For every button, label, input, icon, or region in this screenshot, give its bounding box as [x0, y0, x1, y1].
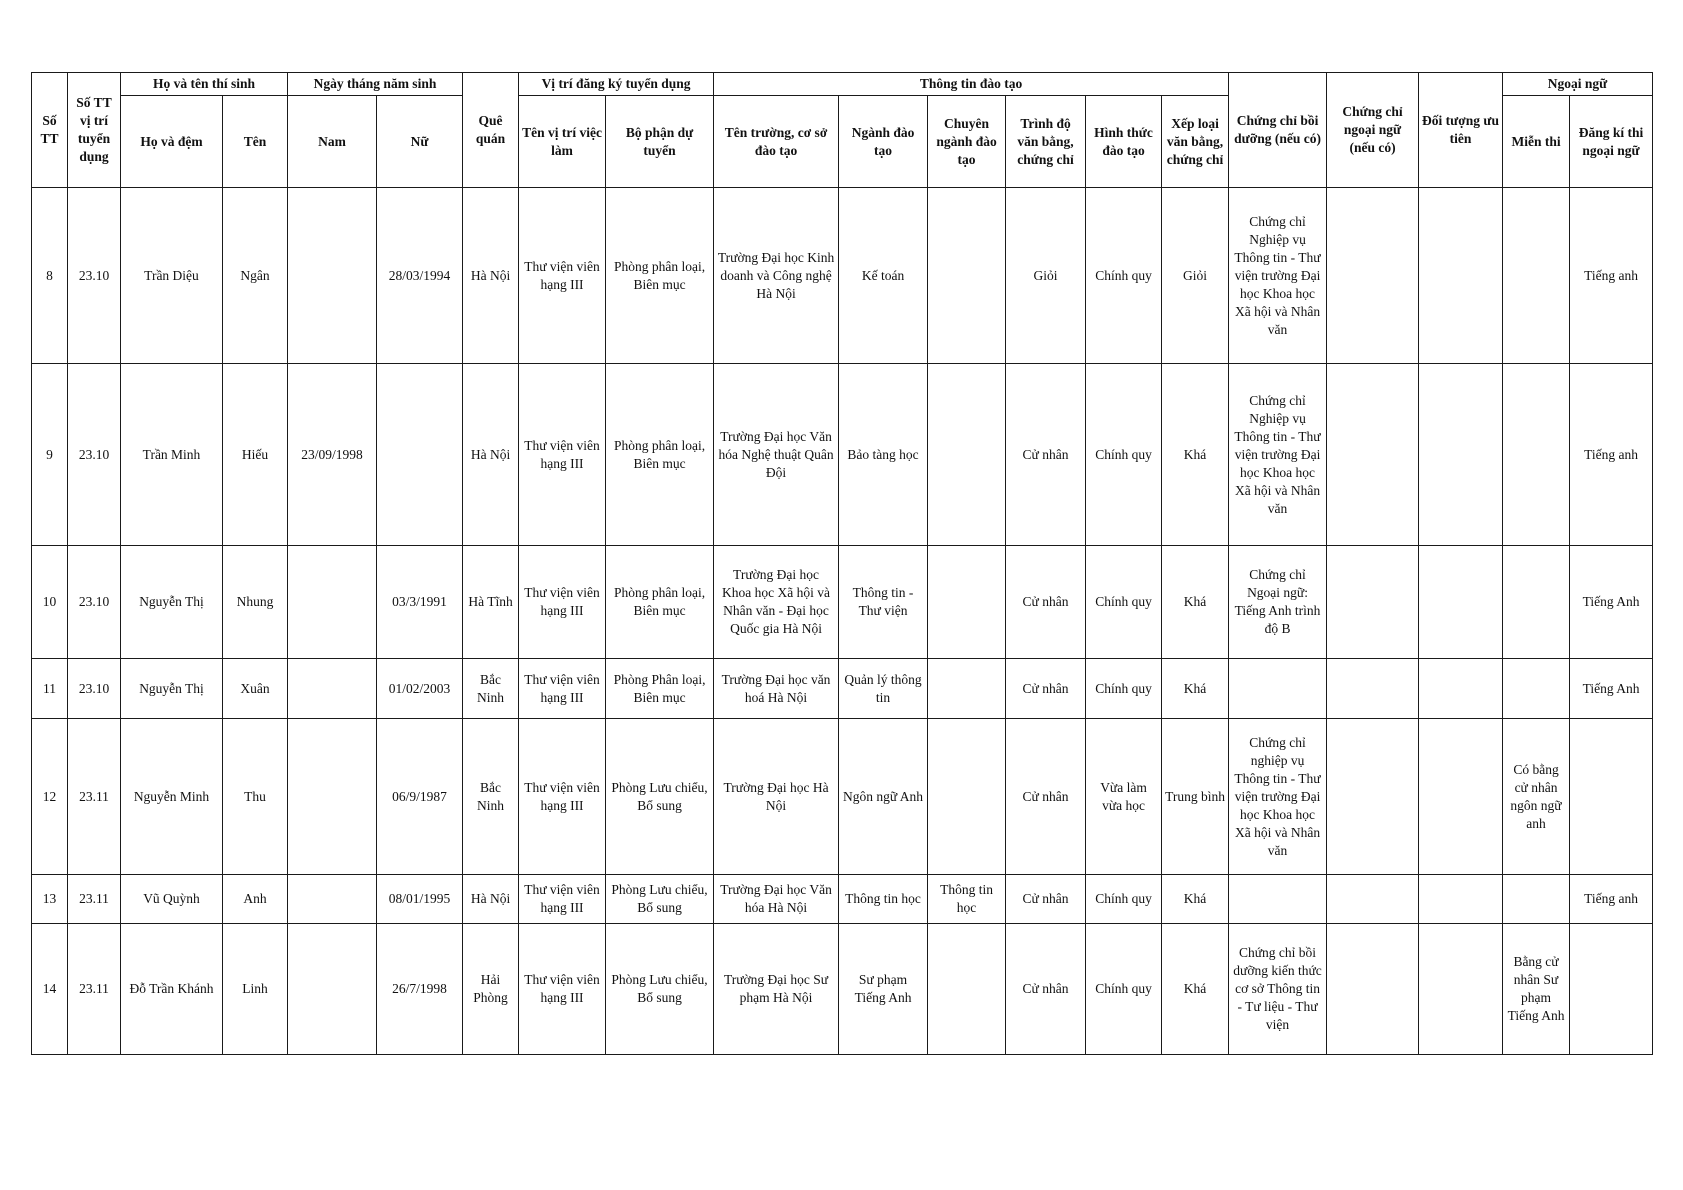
cell-stt: 14	[32, 924, 68, 1055]
cell-school: Trường Đại học Sư phạm Hà Nội	[714, 924, 839, 1055]
cell-school: Trường Đại học Khoa học Xã hội và Nhân văn - Đại học Quốc gia Hà Nội	[714, 546, 839, 659]
cell-language-cert	[1327, 188, 1419, 364]
candidate-roster-sheet	[31, 72, 1653, 1055]
cell-surname: Vũ Quỳnh	[121, 875, 223, 924]
cell-given-name: Anh	[223, 875, 288, 924]
cell-surname: Nguyễn Minh	[121, 719, 223, 875]
cell-job-title: Thư viện viên hạng III	[519, 924, 606, 1055]
table-body	[32, 188, 1653, 1055]
cell-language-cert	[1327, 924, 1419, 1055]
cell-given-name: Nhung	[223, 546, 288, 659]
cell-priority	[1419, 659, 1503, 719]
cell-job-title: Thư viện viên hạng III	[519, 546, 606, 659]
cell-department: Phòng Lưu chiểu, Bổ sung	[606, 719, 714, 875]
cell-language-cert	[1327, 719, 1419, 875]
cell-major: Thông tin học	[839, 875, 928, 924]
header-surname: Họ và đệm	[121, 96, 223, 188]
cell-department: Phòng phân loại, Biên mục	[606, 364, 714, 546]
cell-exempt	[1503, 659, 1570, 719]
header-position-no: Số TT vị trí tuyển dụng	[68, 73, 121, 188]
cell-given-name: Linh	[223, 924, 288, 1055]
cell-exempt	[1503, 188, 1570, 364]
header-dob-group: Ngày tháng năm sinh	[288, 73, 463, 96]
cell-study-mode: Chính quy	[1086, 188, 1162, 364]
cell-hometown: Bắc Ninh	[463, 719, 519, 875]
cell-male	[288, 875, 377, 924]
cell-exempt	[1503, 875, 1570, 924]
cell-training-cert: Chứng chỉ nghiệp vụ Thông tin - Thư viện trường Đại học Khoa học Xã hội và Nhân văn	[1229, 719, 1327, 875]
cell-specialization	[928, 924, 1006, 1055]
cell-major: Quản lý thông tin	[839, 659, 928, 719]
cell-language-cert	[1327, 364, 1419, 546]
header-given-name: Tên	[223, 96, 288, 188]
cell-hometown: Hà Nội	[463, 364, 519, 546]
cell-register-exam: Tiếng anh	[1570, 364, 1653, 546]
cell-grade: Khá	[1162, 875, 1229, 924]
cell-major: Kế toán	[839, 188, 928, 364]
cell-male	[288, 188, 377, 364]
cell-grade: Khá	[1162, 659, 1229, 719]
cell-study-mode: Chính quy	[1086, 546, 1162, 659]
header-major: Ngành đào tạo	[839, 96, 928, 188]
cell-grade: Khá	[1162, 924, 1229, 1055]
cell-language-cert	[1327, 546, 1419, 659]
header-position-group: Vị trí đăng ký tuyển dụng	[519, 73, 714, 96]
cell-female: 28/03/1994	[377, 188, 463, 364]
cell-training-cert	[1229, 875, 1327, 924]
cell-study-mode: Chính quy	[1086, 924, 1162, 1055]
cell-given-name: Ngân	[223, 188, 288, 364]
cell-grade: Giỏi	[1162, 188, 1229, 364]
cell-stt: 12	[32, 719, 68, 875]
cell-school: Trường Đại học Văn hóa Nghệ thuật Quân Đội	[714, 364, 839, 546]
cell-position-no: 23.10	[68, 364, 121, 546]
cell-degree-level: Cử nhân	[1006, 659, 1086, 719]
header-training-cert: Chứng chỉ bồi dưỡng (nếu có)	[1229, 73, 1327, 188]
cell-language-cert	[1327, 659, 1419, 719]
cell-priority	[1419, 188, 1503, 364]
cell-specialization	[928, 659, 1006, 719]
cell-register-exam: Tiếng Anh	[1570, 546, 1653, 659]
cell-department: Phòng Lưu chiểu, Bổ sung	[606, 924, 714, 1055]
cell-hometown: Hải Phòng	[463, 924, 519, 1055]
cell-hometown: Hà Tĩnh	[463, 546, 519, 659]
cell-stt: 11	[32, 659, 68, 719]
header-exempt: Miễn thi	[1503, 96, 1570, 188]
cell-school: Trường Đại học văn hoá Hà Nội	[714, 659, 839, 719]
cell-register-exam: Tiếng Anh	[1570, 659, 1653, 719]
cell-priority	[1419, 364, 1503, 546]
cell-position-no: 23.11	[68, 719, 121, 875]
header-fullname-group: Họ và tên thí sinh	[121, 73, 288, 96]
cell-register-exam: Tiếng anh	[1570, 188, 1653, 364]
cell-department: Phòng Phân loại, Biên mục	[606, 659, 714, 719]
cell-department: Phòng phân loại, Biên mục	[606, 188, 714, 364]
cell-study-mode: Chính quy	[1086, 659, 1162, 719]
table-row	[32, 719, 1653, 875]
cell-specialization	[928, 364, 1006, 546]
cell-major: Thông tin - Thư viện	[839, 546, 928, 659]
cell-female	[377, 364, 463, 546]
cell-female: 06/9/1987	[377, 719, 463, 875]
cell-specialization: Thông tin học	[928, 875, 1006, 924]
cell-degree-level: Cử nhân	[1006, 364, 1086, 546]
cell-surname: Trần Diệu	[121, 188, 223, 364]
cell-stt: 8	[32, 188, 68, 364]
cell-male	[288, 659, 377, 719]
cell-training-cert: Chứng chỉ Nghiệp vụ Thông tin - Thư viện trường Đại học Khoa học Xã hội và Nhân văn	[1229, 364, 1327, 546]
header-school: Tên trường, cơ sở đào tạo	[714, 96, 839, 188]
cell-surname: Đỗ Trần Khánh	[121, 924, 223, 1055]
cell-school: Trường Đại học Kinh doanh và Công nghệ Hà Nội	[714, 188, 839, 364]
cell-job-title: Thư viện viên hạng III	[519, 188, 606, 364]
cell-major: Bảo tàng học	[839, 364, 928, 546]
header-job-title: Tên vị trí việc làm	[519, 96, 606, 188]
cell-specialization	[928, 546, 1006, 659]
cell-male: 23/09/1998	[288, 364, 377, 546]
cell-register-exam: Tiếng anh	[1570, 875, 1653, 924]
cell-stt: 9	[32, 364, 68, 546]
cell-school: Trường Đại học Hà Nội	[714, 719, 839, 875]
cell-exempt: Bằng cử nhân Sư phạm Tiếng Anh	[1503, 924, 1570, 1055]
cell-degree-level: Cử nhân	[1006, 924, 1086, 1055]
cell-training-cert	[1229, 659, 1327, 719]
cell-female: 26/7/1998	[377, 924, 463, 1055]
cell-job-title: Thư viện viên hạng III	[519, 364, 606, 546]
cell-position-no: 23.10	[68, 659, 121, 719]
cell-exempt	[1503, 546, 1570, 659]
cell-surname: Nguyễn Thị	[121, 546, 223, 659]
cell-department: Phòng phân loại, Biên mục	[606, 546, 714, 659]
cell-study-mode: Vừa làm vừa học	[1086, 719, 1162, 875]
cell-given-name: Xuân	[223, 659, 288, 719]
header-stt: Số TT	[32, 73, 68, 188]
cell-job-title: Thư viện viên hạng III	[519, 719, 606, 875]
cell-degree-level: Cử nhân	[1006, 875, 1086, 924]
cell-degree-level: Cử nhân	[1006, 546, 1086, 659]
cell-register-exam	[1570, 924, 1653, 1055]
cell-department: Phòng Lưu chiểu, Bổ sung	[606, 875, 714, 924]
cell-female: 08/01/1995	[377, 875, 463, 924]
cell-training-cert: Chứng chỉ bồi dưỡng kiến thức cơ sở Thông tin - Tư liệu - Thư viện	[1229, 924, 1327, 1055]
cell-grade: Trung bình	[1162, 719, 1229, 875]
cell-female: 01/02/2003	[377, 659, 463, 719]
cell-priority	[1419, 546, 1503, 659]
cell-specialization	[928, 188, 1006, 364]
table-row	[32, 188, 1653, 364]
cell-male	[288, 719, 377, 875]
cell-training-cert: Chứng chỉ Ngoại ngữ: Tiếng Anh trình độ B	[1229, 546, 1327, 659]
header-foreign-lang-group: Ngoại ngữ	[1503, 73, 1653, 96]
table-row	[32, 875, 1653, 924]
cell-position-no: 23.11	[68, 875, 121, 924]
cell-position-no: 23.10	[68, 546, 121, 659]
header-priority: Đối tượng ưu tiên	[1419, 73, 1503, 188]
cell-position-no: 23.10	[68, 188, 121, 364]
cell-major: Ngôn ngữ Anh	[839, 719, 928, 875]
cell-grade: Khá	[1162, 546, 1229, 659]
cell-degree-level: Giỏi	[1006, 188, 1086, 364]
header-department: Bộ phận dự tuyển	[606, 96, 714, 188]
cell-training-cert: Chứng chỉ Nghiệp vụ Thông tin - Thư viện trường Đại học Khoa học Xã hội và Nhân văn	[1229, 188, 1327, 364]
cell-study-mode: Chính quy	[1086, 875, 1162, 924]
cell-school: Trường Đại học Văn hóa Hà Nội	[714, 875, 839, 924]
cell-stt: 10	[32, 546, 68, 659]
cell-priority	[1419, 719, 1503, 875]
header-male: Nam	[288, 96, 377, 188]
table-header	[32, 73, 1653, 188]
cell-major: Sư phạm Tiếng Anh	[839, 924, 928, 1055]
table-row	[32, 659, 1653, 719]
header-training-group: Thông tin đào tạo	[714, 73, 1229, 96]
cell-grade: Khá	[1162, 364, 1229, 546]
cell-priority	[1419, 875, 1503, 924]
header-hometown: Quê quán	[463, 73, 519, 188]
cell-position-no: 23.11	[68, 924, 121, 1055]
cell-female: 03/3/1991	[377, 546, 463, 659]
cell-hometown: Hà Nội	[463, 875, 519, 924]
candidate-table	[31, 72, 1653, 1055]
cell-exempt	[1503, 364, 1570, 546]
cell-exempt: Có bằng cử nhân ngôn ngữ anh	[1503, 719, 1570, 875]
header-register-exam: Đăng kí thi ngoại ngữ	[1570, 96, 1653, 188]
header-female: Nữ	[377, 96, 463, 188]
header-grade: Xếp loại văn bằng, chứng chỉ	[1162, 96, 1229, 188]
cell-male	[288, 924, 377, 1055]
cell-male	[288, 546, 377, 659]
header-degree-level: Trình độ văn bằng, chứng chỉ	[1006, 96, 1086, 188]
table-row	[32, 364, 1653, 546]
cell-surname: Nguyễn Thị	[121, 659, 223, 719]
cell-language-cert	[1327, 875, 1419, 924]
cell-given-name: Thu	[223, 719, 288, 875]
cell-hometown: Bắc Ninh	[463, 659, 519, 719]
cell-stt: 13	[32, 875, 68, 924]
cell-surname: Trần Minh	[121, 364, 223, 546]
cell-priority	[1419, 924, 1503, 1055]
cell-study-mode: Chính quy	[1086, 364, 1162, 546]
header-study-mode: Hình thức đào tạo	[1086, 96, 1162, 188]
table-row	[32, 924, 1653, 1055]
cell-job-title: Thư viện viên hạng III	[519, 875, 606, 924]
cell-degree-level: Cử nhân	[1006, 719, 1086, 875]
cell-register-exam	[1570, 719, 1653, 875]
header-specialization: Chuyên ngành đào tạo	[928, 96, 1006, 188]
cell-specialization	[928, 719, 1006, 875]
cell-hometown: Hà Nội	[463, 188, 519, 364]
cell-given-name: Hiếu	[223, 364, 288, 546]
header-language-cert: Chứng chỉ ngoại ngữ (nếu có)	[1327, 73, 1419, 188]
table-row	[32, 546, 1653, 659]
cell-job-title: Thư viện viên hạng III	[519, 659, 606, 719]
